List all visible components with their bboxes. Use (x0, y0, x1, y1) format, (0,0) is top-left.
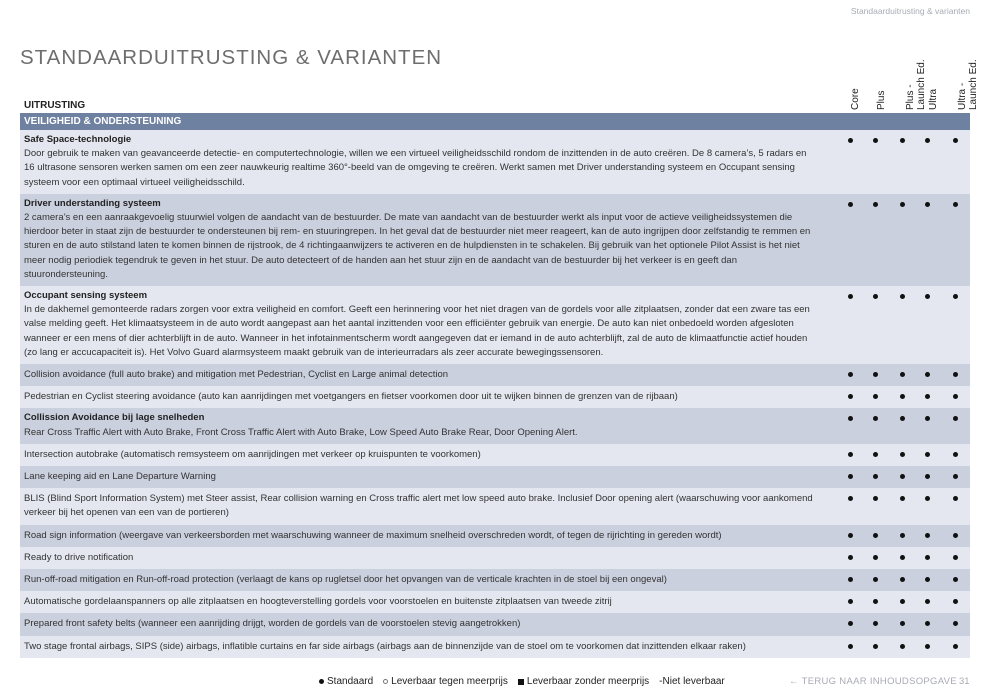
standard-dot-icon (925, 621, 930, 626)
standard-dot-icon (848, 644, 853, 649)
standard-dot-icon (953, 372, 958, 377)
standard-dot-icon (900, 533, 905, 538)
legend-label: Niet leverbaar (662, 676, 725, 687)
availability-marks (20, 594, 970, 608)
standard-dot-icon (953, 452, 958, 457)
table-body (20, 130, 970, 658)
standard-dot-icon (848, 138, 853, 143)
filled-square-icon (518, 679, 524, 685)
availability-marks (20, 367, 970, 381)
table-row (20, 466, 970, 488)
availability-marks (20, 491, 970, 505)
standard-dot-icon (848, 372, 853, 377)
page-title: STANDAARDUITRUSTING & VARIANTEN (20, 45, 443, 69)
standard-dot-icon (900, 599, 905, 604)
table-row (20, 591, 970, 613)
feature-description: Collision avoidance (full auto brake) and mitigation met Pedestrian, Cyclist en Large animal detection (24, 369, 449, 381)
table-row (20, 488, 970, 524)
feature-title: Driver understanding systeem (24, 197, 161, 209)
feature-title: Collission Avoidance bij lage snelheden (24, 412, 205, 424)
standard-dot-icon (873, 533, 878, 538)
availability-marks (20, 289, 970, 303)
table-row (20, 613, 970, 635)
standard-dot-icon (953, 577, 958, 582)
standard-dot-icon (848, 202, 853, 207)
standard-dot-icon (953, 644, 958, 649)
standard-dot-icon (900, 644, 905, 649)
standard-dot-icon (925, 452, 930, 457)
feature-description: Prepared front safety belts (wanneer een aanrijding drijgt, worden de gordels van de voorstoelen stevig aangetrokken) (24, 618, 521, 630)
legend-not-available (659, 676, 725, 687)
legend-standard (319, 676, 373, 687)
availability-marks (20, 389, 970, 403)
standard-dot-icon (873, 452, 878, 457)
standard-dot-icon (953, 555, 958, 560)
table-row (20, 130, 970, 194)
standard-dot-icon (873, 202, 878, 207)
standard-dot-icon (848, 394, 853, 399)
standard-dot-icon (925, 644, 930, 649)
standard-dot-icon (900, 372, 905, 377)
standard-dot-icon (848, 555, 853, 560)
feature-title: Occupant sensing systeem (24, 290, 148, 302)
standard-dot-icon (953, 496, 958, 501)
standard-dot-icon (900, 416, 905, 421)
availability-marks (20, 528, 970, 542)
availability-marks (20, 133, 970, 147)
standard-dot-icon (873, 644, 878, 649)
standard-dot-icon (953, 416, 958, 421)
standard-dot-icon (900, 202, 905, 207)
table-row (20, 444, 970, 466)
standard-dot-icon (873, 372, 878, 377)
standard-dot-icon (953, 533, 958, 538)
feature-description: Lane keeping aid en Lane Departure Warning (24, 471, 216, 483)
standard-dot-icon (925, 577, 930, 582)
standard-dot-icon (900, 394, 905, 399)
standard-dot-icon (873, 555, 878, 560)
table-header (20, 55, 979, 113)
standard-dot-icon (848, 474, 853, 479)
standard-dot-icon (953, 474, 958, 479)
dash-icon: - (659, 676, 663, 687)
feature-description: BLIS (Blind Sport Information System) met Steer assist, Rear collision warning en Cross traffic alert met low speed auto brake. Inclusief Door opening alert (waarschuwing voor aankomend verkeer bij het openen van een van de portieren) (24, 493, 813, 519)
availability-marks (20, 447, 970, 461)
feature-description: Pedestrian en Cyclist steering avoidance (auto kan aanrijdingen met voetgangers en fietser voorkomen door uit te wijken binnen de grenzen van de rijbaan) (24, 391, 678, 403)
standard-dot-icon (848, 496, 853, 501)
legend-optional-paid (383, 676, 508, 687)
standard-dot-icon (953, 138, 958, 143)
table-row (20, 364, 970, 386)
availability-marks (20, 616, 970, 630)
standard-dot-icon (925, 416, 930, 421)
legend (319, 676, 725, 687)
standard-dot-icon (925, 496, 930, 501)
variant-header-core (839, 40, 861, 110)
standard-dot-icon (873, 138, 878, 143)
standard-dot-icon (900, 138, 905, 143)
legend-label: Standaard (327, 676, 374, 687)
standard-dot-icon (873, 474, 878, 479)
open-circle-icon (383, 679, 388, 684)
standard-dot-icon (873, 621, 878, 626)
standard-dot-icon (953, 294, 958, 299)
standard-dot-icon (925, 138, 930, 143)
standard-dot-icon (953, 621, 958, 626)
standard-dot-icon (925, 372, 930, 377)
availability-marks (20, 197, 970, 211)
variant-header-ultra (917, 40, 939, 110)
variant-label: Core (850, 88, 861, 110)
feature-description: Two stage frontal airbags, SIPS (side) airbags, inflatible curtains en far side airbags (airbags aan de binnenzijde van de stoel om te voorkomen dat inzittenden elkaar raken) (24, 640, 746, 652)
standard-dot-icon (953, 202, 958, 207)
variant-label: Plus (876, 90, 887, 110)
standard-dot-icon (925, 202, 930, 207)
legend-label: Leverbaar zonder meerprijs (526, 676, 650, 687)
feature-description: Door gebruik te maken van geavanceerde detectie- en computertechnologie, willen we een virtueel veiligheidsschild rondom de inzittenden in de auto creëren. De 8 camera’s, 5 radars en 16 ultrasone sensoren werken samen om een zeer nauwkeurig realtime 360°-beeld van de omgeving te creëren. Werkt samen met Driver understanding systeem en Occupant sensing systeem voor een optimaal virtueel veiligheidsschild. (24, 148, 807, 188)
table-row (20, 636, 970, 658)
legend-optional-free (518, 676, 649, 687)
feature-description: Ready to drive notification (24, 551, 134, 563)
feature-description: In de dakhemel gemonteerde radars zorgen voor extra veiligheid en comfort. Geeft een herinnering voor het niet dragen van de gordels voor alle zitplaatsen, zonder dat een zware tas een valse melding geeft. Het klimaatsysteem in de auto wordt aangepast aan het aantal inzittenden voor een efficiënter gebruik van energie. De auto kan niet onbedoeld worden afgesloten wanneer er een mens of dier achterblijft in de auto. Wanneer in het infotainmentscherm wordt aangegeven dat er iemand in de auto achterblijft, zal de auto de klimaatfunctie actief houden (zo lang er accucapaciteit is). Het Volvo Guard alarmsysteem maakt gebruik van de interieurradars als zeer accurate bewegingssensoren. (24, 304, 810, 358)
back-link-label: TERUG NAAR INHOUDSOPGAVE (801, 676, 957, 687)
feature-description: Road sign information (weergave van verkeersborden met waarschuwing wanneer de maximum snelheid overschreden wordt, of tegen de rijrichting in gereden wordt) (24, 529, 722, 541)
standard-dot-icon (953, 394, 958, 399)
table-row (20, 194, 970, 286)
standard-dot-icon (900, 577, 905, 582)
standard-dot-icon (873, 496, 878, 501)
variant-label: Ultra - Launch Ed. (957, 59, 979, 110)
standard-dot-icon (925, 474, 930, 479)
standard-dot-icon (925, 533, 930, 538)
column-header-equipment: UITRUSTING (24, 100, 86, 111)
availability-marks (20, 469, 970, 483)
table-row (20, 408, 970, 443)
feature-description: Intersection autobrake (automatisch remsysteem om aanrijdingen met verkeer op kruispunten te voorkomen) (24, 448, 481, 460)
availability-marks (20, 411, 970, 425)
standard-dot-icon (925, 555, 930, 560)
standard-dot-icon (848, 599, 853, 604)
arrow-left-icon: ← (789, 676, 799, 687)
legend-label: Leverbaar tegen meerprijs (391, 676, 508, 687)
standard-dot-icon (848, 577, 853, 582)
standard-dot-icon (900, 496, 905, 501)
standard-dot-icon (900, 294, 905, 299)
variant-header-ultra-launch (946, 40, 979, 110)
back-to-contents-link[interactable] (789, 676, 957, 687)
filled-dot-icon (319, 679, 324, 684)
feature-title: Safe Space-technologie (24, 134, 132, 145)
standard-dot-icon (900, 621, 905, 626)
availability-marks (20, 639, 970, 653)
section-header: VEILIGHEID & ONDERSTEUNING (20, 113, 970, 130)
table-row (20, 569, 970, 591)
availability-marks (20, 550, 970, 564)
standard-dot-icon (848, 533, 853, 538)
standard-dot-icon (925, 599, 930, 604)
standard-dot-icon (873, 599, 878, 604)
standard-dot-icon (848, 416, 853, 421)
standard-dot-icon (900, 452, 905, 457)
variant-header-plus (865, 40, 887, 110)
availability-marks (20, 572, 970, 586)
table-row (20, 525, 970, 547)
standard-dot-icon (848, 621, 853, 626)
variant-label: Plus - Launch Ed. (905, 59, 927, 110)
standard-dot-icon (873, 394, 878, 399)
feature-description: Rear Cross Traffic Alert with Auto Brake, Front Cross Traffic Alert with Auto Brake, Low Speed Auto Brake Rear, Door Opening Alert. (24, 426, 578, 438)
standard-dot-icon (900, 555, 905, 560)
standard-dot-icon (848, 294, 853, 299)
feature-description: Run-off-road mitigation en Run-off-road protection (verlaagt de kans op rugletsel door het opvangen van de verticale krachten in de stoel bij een ongeval) (24, 574, 667, 586)
standard-dot-icon (953, 599, 958, 604)
table-row (20, 286, 970, 364)
table-row (20, 386, 970, 408)
table-row (20, 547, 970, 569)
feature-description: 2 camera’s en een aanraakgevoelig stuurwiel volgen de aandacht van de bestuurder. De mate van aandacht van de bestuurder werkt als input voor de actieve veiligheidssystemen die hierdoor beter in staat zijn de bestuurder te ondersteunen bij rem- en stuuringrepen. In het geval dat de bestuurder niet meer reageert, kan de auto ingrijpen door zelfstandig te remmen en sturen en de auto stilstand laten te komen binnen de rijstrook, de 4 richtingaanwijzers te activeren en de hulpdiensten in te schakelen. Bij gebruik van het optionele Pilot Assist is het niet meer nodig periodiek tegendruk te geven in het stuur. De auto detecteert of de handen aan het stuur zijn en de aandacht van de bestuurder bij het verkeer is en geeft dan stuurondersteuning. (24, 212, 811, 280)
standard-dot-icon (925, 394, 930, 399)
variant-label: Ultra (928, 88, 939, 110)
standard-dot-icon (848, 452, 853, 457)
page-number: 31 (959, 676, 970, 687)
running-head: Standaarduitrusting & varianten (850, 6, 970, 16)
standard-dot-icon (873, 416, 878, 421)
standard-dot-icon (873, 577, 878, 582)
standard-dot-icon (873, 294, 878, 299)
feature-description: Automatische gordelaanspanners op alle zitplaatsen en hoogteverstelling gordels voor voorstoelen en buitenste zitplaatsen van tweede zitrij (24, 596, 612, 608)
equipment-table (20, 55, 979, 658)
variant-header-plus-launch (894, 40, 927, 110)
standard-dot-icon (900, 474, 905, 479)
standard-dot-icon (925, 294, 930, 299)
